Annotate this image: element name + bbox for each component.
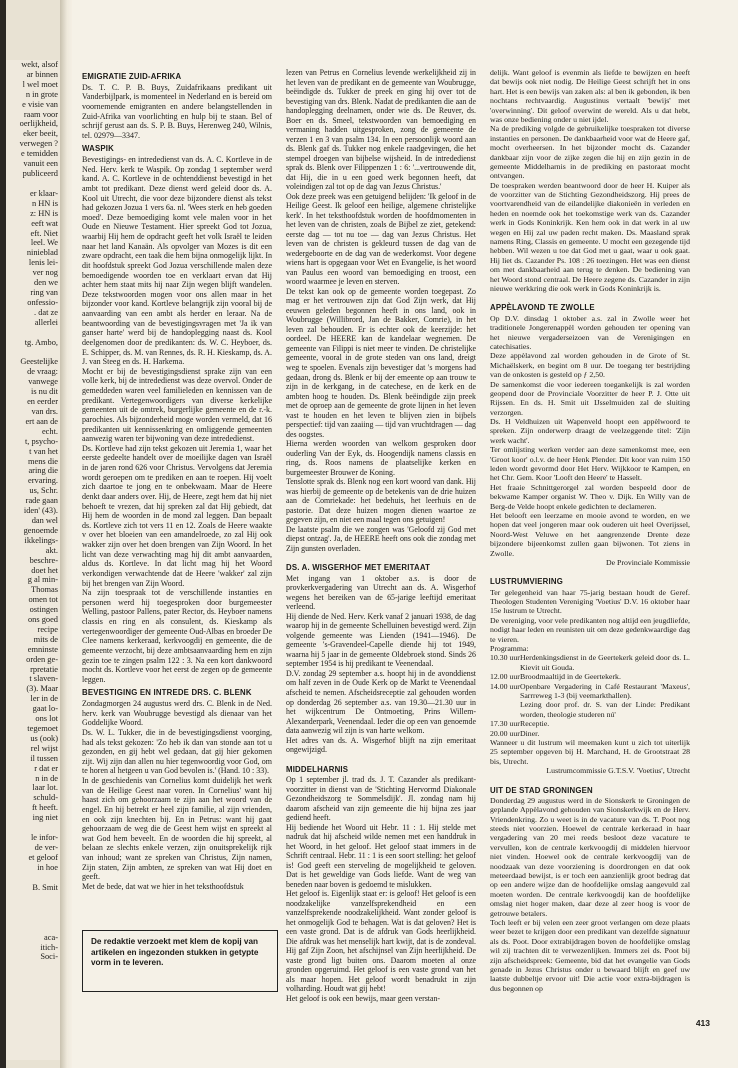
article-paragraph: Met ingang van 1 oktober a.s. is door de provkerkvergadering van Utrecht aan ds. A. Wisgerhof wegens het bereiken van de 65-jarige leeftijd emeritaat verleend. (286, 573, 476, 612)
margin-fragment: verwegen ? (19, 139, 58, 149)
program-time: 10.30 uur (490, 653, 520, 663)
article-paragraph: Bevestigings- en intrededienst van ds. A. C. Kortleve in de Ned. Herv. kerk te Waspik. Op zondag 1 september werd kand. A. C. Kortleve in de ochtenddienst bevestigd in het ambt tot predikant. Deze dienst werd geleid door ds. A. Kool uit Utrecht, die voor deze bijzondere dienst als tekst had gekozen Jozua 1 vers 6a. nl. 'Wees sterk en heb goeden moed'. Deze bemoediging komt vele malen voor in het Oude en Nieuwe Testament. Hier spreekt God tot Jozua, waarbij Hij hem de opdracht geeft het volk Israël te leiden naar het land Kanaän. Als opvolger van Mozes is dit een zware opdracht, een taak die hem bijna onmogelijk lijkt. In dit hoofdstuk spreekt God Jozua verschillende malen deze bemoedigende woorden toe en verklaart ervan dat Hij achter hem staat mits hij naar Zijn wegen blijft wandelen. Deze tekstwoorden mogen voor ons allen maar in het bijzonder voor kand. Kortleve belangrijk zijn vooral bij de aanvaarding van een ambt als herder en leraar. Na de beantwoording van de bevestigingsvragen met 'Ja ik van ganser harte' werd bij de handoplegging naast ds. Kool deelgenomen door de predikanten: ds. W. C. Heyboer, ds. E. Schipper, ds. M. van Rennes, ds. R. H. Kieskamp, ds. A. J. van Steeg en ds. H. Harkema. (82, 155, 272, 367)
program-description: Herdenkingsdienst in de Geertekerk geleid door ds. L. Kievit uit Gouda. (520, 653, 690, 672)
article-signature: De Provinciale Kommissie (605, 557, 690, 567)
page-fold (60, 0, 72, 1068)
margin-fragment: vanwege (28, 377, 58, 387)
program-item (490, 719, 690, 728)
article-paragraph: Ds. W. L. Tukker, die in de bevestigingsdienst voorging, had als tekst gekozen: 'Zo heb ik dan van stonde aan tot u gezonden, en gij hebt wel gedaan, dat gij hier gekomen zijt. Wij zijn dan allen nu hier tegenwoordig voor God, om te horen al hetgeen u van God bevolen is.' (Hand. 10 : 33). (82, 727, 272, 776)
article-heading: APPÈLAVOND TE ZWOLLE (490, 303, 595, 313)
program-time: 17.30 uur (490, 719, 520, 729)
margin-fragment: e temidden (21, 149, 58, 159)
article-paragraph: Wanneer u dit lustrum wil meemaken kunt u zich tot uiterlijk 25 september opgeven bij H. Marchand, H. de Grootstraat 28 bis, Utrecht. (490, 737, 690, 766)
previous-page-margin (6, 60, 62, 1060)
margin-fragment: de ver- (34, 842, 58, 852)
margin-fragment: omen tot (28, 595, 58, 605)
article-heading: UIT DE STAD GRONINGEN (490, 785, 593, 795)
article-paragraph: De tekst kan ook op de gemeente worden toegepast. Zo mag er het vertrouwen zijn dat God Zijn werk, dat Hij eeuwen geleden begonnen heeft in ons land, ook in Woubrugge (Willibrord, Jan de Bakker, Comrie), in het leven zal behouden. Er is echter ook de keerzijde: het oordeel. De HEERE kan de kandelaar wegnemen. De gemeente van Filippi is niet meer te vinden. De christelijke gemeente, vooral in de grote steden van ons land, dreigt weg te spoelen. Evenals zijn bevestiger dat 's morgens had gedaan, drong ds. Blenk er bij der emeente op aan trouw te zijn in de kerkgang, in de catechese, en de kerk en de ambten hoog te houden. Ds. Blenk beëindigde zijn preek met de oproep aan de gemeente de grote lijnen in het leven vast te houden en het leven te blijven zien in bijbels perspectief: tijd van zaaiing — tijd van vruchtdragen — dag des oogstes. (286, 286, 476, 439)
margin-fragment: us (ook) (30, 733, 58, 743)
margin-fragment: ninieblad (26, 248, 58, 258)
margin-fragment: er klaar- (30, 188, 58, 198)
margin-fragment (6, 179, 62, 189)
margin-fragment: ver nog (32, 268, 58, 278)
article-paragraph: Ds. Kortleve had zijn tekst gekozen uit Jeremia 1, waar het eerste gedeelte handelt over de moeilijke dagen van Israël in de jaren rond 626 voor Christus. Vervolgens dat Jeremia wordt geroepen om te prediken en aan te roepen. Hij voelt zich daartoe te jong en te onbekwaam. Maar de Heere denkt daar anders over. Hij, de Heere, zegt hem dat hij niet behoeft te vrezen, dat hij spreken zal dat Hij gebiedt, dat Hij hem de woorden in de mond zal leggen. Dan bepaalt ds. Kortleve zich tot vers 11 en 12. Zoals de Heere waakte v over het bloeien van een amandelroede, zo zal Hij ook wakker zijn over het doen brengen van Zijn Woord. In het licht van deze verwachting mag hij dit ambt aanvaarden, aldus ds. Kortleve. In dat licht mag hij het Woord verkondigen verwachtende dat de Heere 'wakker' zal zijn bij het brengen van Zijn Woord. (82, 443, 272, 588)
margin-fragment: z: HN is (30, 208, 58, 218)
margin-fragment: tegemoet (27, 724, 58, 733)
article-heading: MIDDELHARNIS (286, 764, 349, 774)
article-spacer (490, 776, 690, 782)
margin-fragment: e visie van (22, 99, 58, 109)
program-item (490, 682, 690, 701)
article-signature: Lustrumcommissie G.T.S.V. 'Voetius', Utrecht (546, 766, 690, 776)
article-paragraph: Op 1 september jl. trad ds. J. T. Cazander als predikant-voorzitter in dienst van de 'Stichting Hervormd Diakonale Gezondheidszorg te Sommelsdijk'. Jl. zondag nam hij daarom afscheid van zijn gemeente die hij bijna zes jaar gediend heeft. (286, 775, 476, 823)
program-description: Diner. (520, 728, 540, 738)
article-paragraph: Zondagmorgen 24 augustus werd drs. C. Blenk in de Ned. herv. kerk van Woubrugge bevestigd als dienaar van het Goddelijke Woord. (82, 699, 272, 728)
article-paragraph: Toch leeft er bij velen een zeer groot verlangen om deze plaats weer bezet te krijgen door een predikant van dezelfde signatuur als ds. Poot. Door extrabijdragen boven de hoofdelijke omslag wil zij trachten dit te verwezenlijken. Immers zei ds. Poot bij zijn afscheidspreek: Gemeente, bid dat het evangelie van Gods genade in Jezus Christus onder u bewaard blijft en geef uw laatste dubbeltje ervoor uit! Die actie voor extra-bijdragen is dus begonnen op (490, 917, 690, 993)
article-paragraph: Na zijn toespraak tot de verschillende instanties en personen werd hij toegesproken door burgemeester Welling, pastoor Pallens, pater Rector, ds. Heyboer namens classis en ring en als consulent, ds. Kieskamp als vertegenwoordiger der gemeente Oud-Albas en broeder De Clee namens kerkeraad, kerkvoogdij en gemeente, die de gemeente verzocht, bij deze ambtsaanvaarding hem en zijn gezin toe te zingen psalm 122 : 3. Na een kort dankwoord mocht ds. Kortleve voor het eerst de zegen op de gemeente leggen. (82, 588, 272, 684)
article-paragraph: Donderdag 29 augustus werd in de Sionskerk te Groningen de geplande Appèlavond gehouden van Sionskerkwijk en de Herv. Vriendenkring. Zo u weet is in de vacature van ds. T. Poot nog steeds niet voorzien. Hoewel de centrale kerkeraad in haar vergadering van 20 mei reeds besloot deze vacature te vervullen, kon de centrale kerkvoogdij di middelen hiervoor niet vinden. Hoewel ook de centrale kerkvoogdij van de noodzaak van deze voorziening is doordrongen en dat ook meteerdaad bewijst, is er toch een aanzienlijk groot bedrag dat op een andere wijze dan de hoofdelijke omslag aangevuld zal moeten worden. De centrale kerkvoogdij kan de hoofdelijke omslag niet hoger maken, daar deze al zeer hoog is voor de getrouwe betalers. (490, 795, 690, 918)
magazine-page (72, 0, 738, 1068)
margin-fragment: us, Schr. (29, 486, 58, 496)
article-spacer (490, 567, 690, 573)
margin-fragment: rel wijst (30, 743, 58, 753)
margin-fragment: genoemde (23, 525, 58, 535)
margin-fragment: ar binnen (26, 69, 58, 79)
margin-fragment: beschre- (29, 555, 58, 565)
margin-fragment: leel. We (30, 238, 58, 248)
article-paragraph: Ter gelegenheid van haar 75-jarig bestaan houdt de Geref. Theologen Studenten Vereniging 'Voetius' D.V. 16 oktober haar 15e lustrum te Utrecht. (490, 587, 690, 616)
article-paragraph: D.V. zondag 29 september a.s. hoopt hij in de avonddienst om half zeven in de Oude Kerk op de Markt te Veenendaal afscheid te nemen. Afscheidsreceptie zal gehouden worden op donderdag 26 september a.s. van 19.30—21.30 uur in het wijkcentrum De Ontmoeting, Prins Willem-Alexanderpark, Veenendaal. Ieder die op een van genoemde data aanwezig wil zijn is van harte welkom. (286, 668, 476, 736)
margin-fragment: rpretatie (30, 664, 58, 674)
margin-fragment: (3). Maar (26, 684, 58, 694)
program-item (490, 700, 690, 719)
margin-fragment: n in grote (25, 89, 58, 99)
margin-fragment: gaat lo- (32, 704, 58, 714)
article-paragraph: Mocht er bij de bevestigingsdienst sprake zijn van een volle kerk, bij de intrededienst was deze overvol. Onder de gemeddeden waren veel familieleden en kennissen van de predikant. Vertegenwoordigers van diverse kerkelijke gemeenten uit de omtrek, burgerlijke gemeente en de r.-k. parochies. Als bijzonderheid moge worden vermeld, dat 16 predikanten uit kennissenkring en omliggende gemeenten aanwezig waren ter bijwoning van deze intrededienst. (82, 366, 272, 444)
margin-fragment (6, 873, 62, 883)
program-description: Openbare Vergadering in Café Restaurant 'Maxeus', Sarrreweg 1-3 (bij veemarkthallen). (520, 681, 690, 700)
article-heading: EMIGRATIE ZUID-AFRIKA (82, 72, 182, 81)
margin-fragment: Soci- (40, 952, 58, 962)
margin-fragment: aring die (28, 466, 58, 476)
margin-fragment (6, 347, 62, 357)
program-item (490, 672, 690, 681)
margin-fragment: wekt, alsof (21, 60, 58, 69)
article-heading: LUSTRUMVIERING (490, 577, 563, 587)
margin-fragment: den we (34, 278, 58, 288)
article-paragraph: lezen van Petrus en Cornelius levende werkelijkheid zij in het leven van de predikant en de gemeente van Woubrugge, beëindigde ds. Tukker de preek en ging hij over tot de bevestiging van drs. Blenk. Nadat de predikanten die aan de handoplegging deelnamen, onder wie ds. De Reuver, ds. Boer en ds. Smeel, tekstwoorden van bemoediging en vermaning hadden uitgesproken, zong de gemeente de verzen 1 en 3 van psalm 134. In een persoonlijk woord aan ds. Blenk gaf ds. Tukker nog enkele raadgevingen, die het stempel droegen van bijbelse wijsheid. In de intrededienst sprak ds. Blenk over Filippenzen 1 : 6: '...vertrouwende dit, dat Hij, die in u een goed werk begonnen heeft, dat voleindigen zal tot op de dag van Jezus Christus.' (286, 68, 476, 192)
column-2 (286, 68, 476, 1004)
article-paragraph: Deze appèlavond zal worden gehouden in de Grote of St. Michaëlskerk, en begint om 8 uur. De toegang ter bestrijding van de onkosten is gesteld op ƒ 2,50. (490, 351, 690, 380)
article-paragraph: delijk. Want geloof is evenmin als liefde te bewijzen en heeft dat bewijs ook niet nodig. De Heilige Geest schrijft het in ons hart. Het is een bewijs van zaken als: al ben ik gebonden, ik ben nochtans rechtvaardig. Augustinus vertaalt 'bewijs' met 'overwinning'. Dit geloof overwint de wereld. Als u dat hebt, was onze bediening onder u niet ijdel. (490, 68, 690, 124)
margin-fragment: t, psycho- (24, 436, 58, 446)
margin-fragment: en eerder (27, 397, 58, 407)
margin-fragment (6, 923, 62, 933)
article-paragraph: Na de prediking volgde de gebruikelijke toespraken tot diverse instanties en personen. De dankbaarheid voor wat de Heere gaf, mocht overheersen. In het bijzonder mocht ds. Cazander dankbaar zijn voor de zijke zegen die hij en zijn gezin in de gemeente Middelharnis in de prediking en pastoraat mocht ontvangen. (490, 124, 690, 181)
margin-fragment: il tussen (30, 753, 58, 763)
margin-fragment: le infor- (30, 833, 58, 843)
margin-fragment: ons lot (35, 714, 58, 724)
program-description: Lezing door prof. dr. S. van der Linde: Predikant worden, theologie studeren nú' (520, 700, 690, 719)
article-paragraph: Ter omlijsting werken verder aan deze samenkomst mee, een 'Groot koor' o.l.v. de heer Henk Plender. Dit koor van ruim 150 leden wordt gevormd door Het Herv. Wijkkoor te Kampen, en het Chr. Gem. Koor 'Looft den Heere' te Hasselt. (490, 445, 690, 483)
margin-fragment: Thomas (31, 585, 58, 595)
margin-fragment: l wel moet (22, 79, 58, 89)
margin-fragment: mens die (27, 456, 58, 466)
margin-fragment: ert aan de (25, 416, 58, 426)
margin-fragment (6, 903, 62, 913)
margin-fragment: ervaring. (28, 476, 58, 486)
margin-fragment: eeft wat (31, 218, 58, 228)
margin-fragment: rade gaan (25, 496, 58, 506)
margin-fragment (6, 823, 62, 833)
margin-fragment: ing niet (32, 813, 58, 823)
margin-fragment: de vraag: (27, 367, 58, 377)
article-paragraph: Het geloof is. Eigenlijk staat er: is geloof! Het geloof is een noodzakelijke vanzelfsprekendheid en een vanzelfsprekende noodzakelijkheid. Want zonder geloof is het onmogelijk God te behagen. Wat is dat geloven? Het is een vaste grond. Dat is de afdruk van Gods heerlijkheid. Die afdruk was het menselijk hart kwijt, dat is de zondeval. Hij gaf Zijn Zoon, het afschijnsel van Zijn heerlijkheid. De vaste grond ligt buiten ons. Daarom moeten al onze gronden opgeruimd. Het geloof is een vaste grond van het als maar hopen. Het geloof wordt benadrukt in zijn volharding. Houdt wat gij hebt! (286, 889, 476, 994)
margin-fragment: orden ge- (26, 654, 58, 664)
margin-fragment: vanuit een (23, 159, 58, 169)
article-paragraph: Tenslotte sprak ds. Blenk nog een kort woord van dank. Hij was hierbij de gemeente op de betekenis van de drie huizen aan de Comriekade: het bedehuis, het leerhuis en de pastorie. Dat deze huizen mogen dienen waartoe ze gegeven zijn, en niet een maal tegen ons getuigen! (286, 477, 476, 525)
margin-fragment: akt. (45, 545, 58, 555)
margin-fragment: ostingen (29, 605, 58, 615)
article-paragraph: De samenkomst die voor iedereen toegankelijk is zal worden geopend door de Provinciale Voorzitter de heer P. J. Otte uit Rijssen. En ds. H. Smit uit IJsselmuiden zal de sluiting verzorgen. (490, 379, 690, 417)
article-paragraph: Ook deze preek was een getuigend belijden: 'Ik geloof in de Heilige Geest. Ik geloof een heilige, algemene christelijke kerk'. In het teksthoofdstuk worden de hoofdmomenten in het leven van de christen, zoals de Bijbel ze ziet, getekend: eerste dag — tot nu toe — dag van Jezus Christus. Het leven van de christen is gekleurd tussen de dag van de wedergeboorte en de dag van de wederkomst. Voor degene wiens hart is opgegaan voor Wet en Evangelie, is het woord van Paulus een woord van bemoediging en troost, een woord waarmee je leven en sterven. (286, 191, 476, 287)
margin-fragment: Geestelijke (20, 357, 58, 367)
article-paragraph: Ds. H Veldhuizen uit Wapenveld hoopt een appèlwoord te spreken. Zijn onderwerp draagt de veelzeggende titel: 'Zijn werk wacht'. (490, 417, 690, 445)
margin-fragment (6, 913, 62, 923)
margin-fragment: ler in de (30, 694, 58, 704)
article-heading: DS. A. WISGERHOF MET EMERITAAT (286, 563, 431, 573)
article-paragraph: Programma: (490, 644, 529, 654)
article-paragraph: De vereniging, voor vele predikanten nog altijd een jeugdliefde, nodigt haar leden en reunisten uit om deze gedenkwaardige dag te vieren. (490, 615, 690, 644)
margin-fragment: raam voor (23, 109, 58, 119)
margin-fragment: is nu dit (31, 387, 58, 397)
article-paragraph: Ds. T. C. P. B. Buys, Zuidafrikaans predikant uit Vanderbijlpark, is momenteel in Nederland en is bereid om voornemende emigranten en andere belangstellenden in Zuid-Afrika van voorlichting en hulp bij te staan. Bel of schrijf gerust aan ds. S. P. B. Buys, Herenweg 240, Wilnis, tel. 02979—3347. (82, 82, 272, 140)
margin-fragment: allerlei (34, 317, 58, 327)
margin-fragment: echt. (41, 426, 58, 436)
margin-fragment: oerlijkheid, (19, 119, 58, 129)
margin-fragment: laar lot. (32, 783, 58, 793)
margin-fragment: mits de (33, 634, 58, 644)
article-paragraph: Hij diende de Ned. Herv. Kerk vanaf 2 januari 1938, de dag waarop hij in de gemeente Schelluinen bevestigd werd. Zijn volgende gemeente was Lienden (1941—1946). De gemeente 's-Gravendeel-Capelle diende hij tot 1949, waarna hij 5 jaar in de gemeente Oldebroek stond. Sinds 26 september 1954 is hij predikant te Veenendaal. (286, 611, 476, 669)
editorial-notice-box (82, 930, 278, 992)
article-paragraph: Hierna werden woorden van welkom gesproken door ouderling Van der Eyk, ds. Hoogendijk namens classis en ring, ds. Roos namens de plaatselijke kerken en burgemeester Brouwer de Koning. (286, 439, 476, 477)
margin-fragment: dan wel (31, 515, 58, 525)
margin-fragment: aca- (44, 932, 58, 942)
program-description: Broodmaaltijd in de Geertekerk. (520, 672, 621, 682)
margin-fragment: g al min- (27, 575, 58, 585)
margin-fragment: itich- (40, 942, 58, 952)
article-paragraph: In de geschiedenis van Cornelius komt duidelijk het werk van de Heilige Geest naar voren. In Cornelius' want hij haast zich om gehoorzaam te zijn aan het woord van de engel. En hij betrekt er heel zijn familie, al zijn vrienden, en ook zijn knechten bij. En in Petrus: want hij gaat gehoorzaam de weg die de Geest hem wijst en spreekt al wat God hem beveelt. En de woorden die hij spreekt, al belaan ze slechts enkele verzen, zijn onuitsprekelijk rijk van inhoud; want ze spreken van Christus, Zijn namen, Zijn staten, Zijn ambten, ze spreken van wat Hij doet en geeft. (82, 776, 272, 882)
margin-fragment: van drs. (31, 407, 58, 416)
margin-fragment: iden' (43). (23, 506, 58, 516)
margin-fragment (6, 893, 62, 903)
margin-fragment: eft. Niet (30, 228, 58, 238)
column-1 (82, 68, 272, 892)
program-item (490, 653, 690, 672)
margin-fragment (6, 328, 62, 338)
program-time: 14.00 uur (490, 681, 520, 691)
program-item (490, 729, 690, 738)
article-paragraph: Het fraaie Schnittgerorgel zal worden bespeeld door de bekwame Kamper organist W. Theo v. Dijk. En Willy van de Berg-de Velde hoopt enkele gedichten te declameren. (490, 482, 690, 511)
article-paragraph: De laatste psalm die we zongen was 'Geloofd zij God met diepst ontzag'. Ja, de HEERE heeft ons ook die zondag met Zijn gunsten overladen. (286, 524, 476, 553)
margin-fragment: ft heeft. (31, 803, 58, 813)
article-paragraph: Het adres van ds. A. Wisgerhof blijft na zijn emeritaat ongewijzigd. (286, 735, 476, 755)
margin-fragment: . dat ze (34, 307, 58, 317)
article-paragraph: Het belooft een leerzame en mooie avond te worden, en we hopen dat veel jongeren maar ook ouderen uit heel Overijssel, Noord-West Veluwe en het aangrenzende Drente deze bijzondere bijeenkomst zullen gaan bijwonen. Tot ziens in Zwolle. (490, 510, 690, 558)
article-spacer (286, 755, 476, 761)
margin-fragment: schuld- (33, 793, 58, 803)
article-paragraph: Met de bede, dat wat we hier in het teksthoofdstuk (82, 881, 244, 891)
article-paragraph: Het geloof is ook een bewijs, maar geen verstan- (286, 993, 441, 1003)
margin-fragment: B. Smit (32, 882, 58, 892)
margin-fragment: ring van (30, 287, 58, 297)
margin-fragment: recipe (37, 624, 58, 634)
margin-fragment: et geloof (28, 852, 58, 862)
margin-fragment: in hoe (37, 862, 58, 872)
margin-fragment: n HN is (31, 198, 58, 208)
program-description: Receptie. (520, 719, 550, 729)
margin-fragment: onfessio- (27, 297, 58, 307)
margin-fragment: t van het (29, 446, 58, 456)
article-paragraph: Hij bediende het Woord uit Hebr. 11 : 1. Hij stelde met nadruk dat hij afscheid wilde nemen met een handdruk in het Woord, in het geloof. Het geloof staat immers in de Schrift centraal. Hebr. 11 : 1 is een soort stelling: het geloof is! God geeft een sterveling de mogelijkheid te geloven. Dat is het geweldige van Gods liefde. Want de weg van beneden naar boven is gedoemd te mislukken. (286, 822, 476, 889)
margin-fragment: ons goed (27, 615, 58, 625)
margin-fragment: tg. Ambo, (24, 337, 58, 347)
page-number: 413 (695, 1018, 710, 1028)
editorial-notice-text: De redaktie verzoekt met klem de kopij van artikelen en ingezonden stukken in getypte vorm in te leveren. (91, 937, 259, 967)
margin-fragment: ikkelings- (24, 535, 58, 545)
program-time: 20.00 uur (490, 728, 520, 738)
margin-fragment: emninste (27, 644, 58, 654)
margin-fragment: lenis lei- (28, 258, 58, 268)
program-time (490, 700, 520, 719)
article-paragraph: Op D.V. dinsdag 1 oktober a.s. zal in Zwolle weer het traditionele Jongerenappèl worden gehouden ter opening van het nieuwe vergaderseizoen van de Verenigingen en catechisaties. (490, 313, 690, 351)
article-heading: WASPIK (82, 144, 114, 154)
margin-fragment: n in de (35, 773, 58, 783)
margin-fragment: eker beeit, (23, 129, 58, 139)
article-spacer (490, 293, 690, 299)
article-spacer (286, 553, 476, 559)
margin-fragment: doet het (31, 565, 58, 575)
column-3 (490, 68, 690, 993)
margin-fragment: t slaven- (29, 674, 58, 684)
margin-fragment: r dat er (34, 763, 58, 773)
margin-fragment: publiceerd (22, 168, 58, 178)
program-time: 12.00 uur (490, 672, 520, 682)
article-heading: BEVESTIGING EN INTREDE DRS. C. BLENK (82, 688, 252, 698)
article-paragraph: De toespraken werden beantwoord door de heer H. Kuiper als de voorzitter van de Stichting Gezondheidszorg. Hij prees de voortvarendheid van de eilandelijke diakonieën in verleden en heden en noemde ook het toekomstige werk van ds. Cazander werk in Gods Koninkrijk. Ken hem ook in dat werk in al uw wegen en Hij zal uw paden recht maken. Ds. Maasland sprak namens Ring, Classis en gemeente. U mocht een gezegende tijd hebben. Wil wezen u toe dat God met u gaat, waar u ook gaat. Hij liet ds. Cazander Ps. 108 : 26 toezingen. Het was een dienst om met dankbaarheid aan terug te denken. De bediening van het Woord stond centraal. De Heere zegene ds. Cazander in zijn nieuwe werkkring die ook werk in Gods Koninkrijk is. (490, 180, 690, 293)
